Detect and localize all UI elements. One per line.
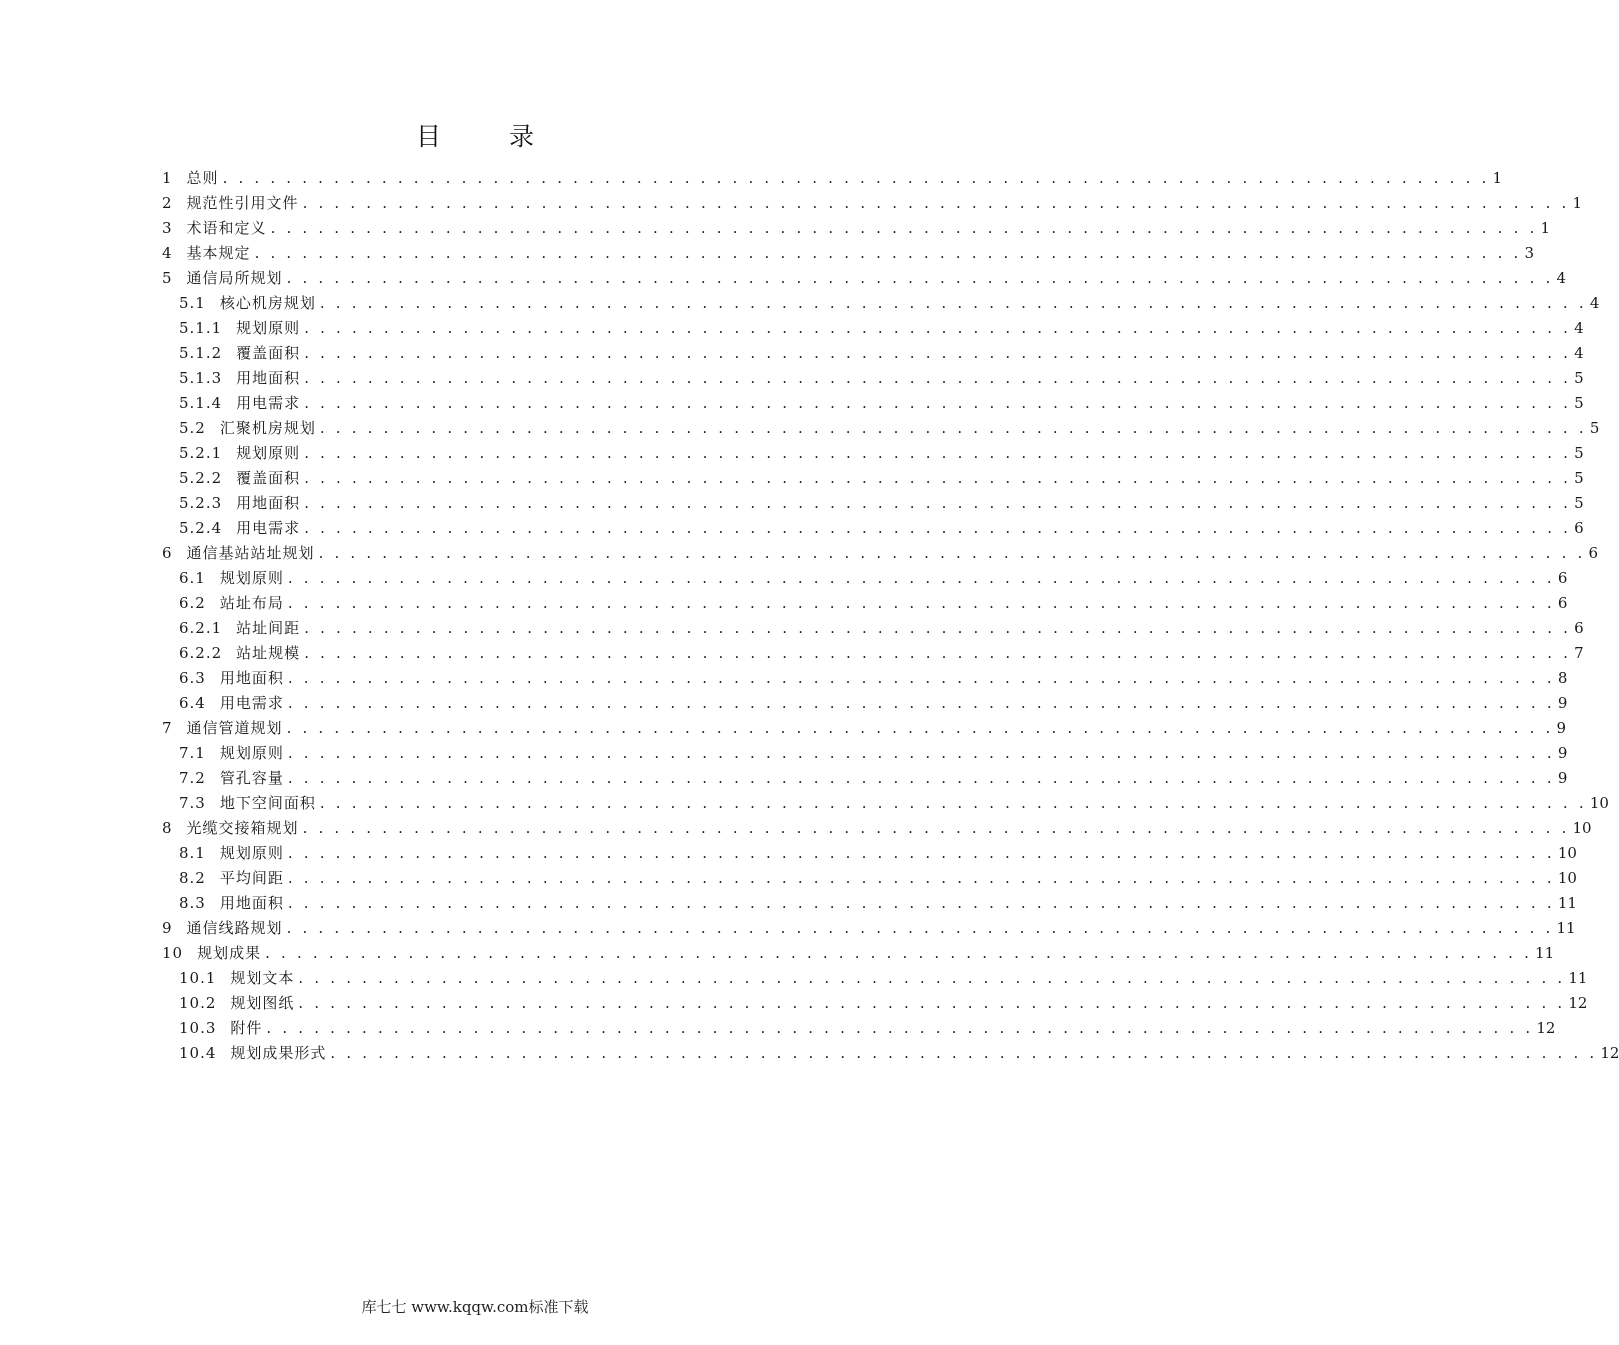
toc-leader-dots: . . . . . . . . . . . . . . . . . . . . . . . . . . . . . . . . . . . . . . . . . . . . . . . . . . . . . . . . . . . . . . . . . . . . . . . . . . . . . . . . — [286, 919, 1554, 937]
toc-entry-page: 12 — [1568, 994, 1588, 1012]
toc-entry-number: 10.3 — [179, 1019, 217, 1037]
toc-leader-dots: . . . . . . . . . . . . . . . . . . . . . . . . . . . . . . . . . . . . . . . . . . . . . . . . . . . . . . . . . . . . . . . . . . . . . . . . . . . . . . . . — [319, 294, 1587, 312]
toc-entry-label: 用电需求 — [236, 394, 301, 412]
toc-entry-label: 站址布局 — [219, 594, 284, 612]
toc-entry[interactable] — [162, 913, 1576, 938]
toc-leader-dots: . . . . . . . . . . . . . . . . . . . . . . . . . . . . . . . . . . . . . . . . . . . . . . . . . . . . . . . . . . . . . . . . . . . . . . . . . . . . . . . . — [304, 644, 1572, 662]
toc-entry[interactable] — [162, 213, 1551, 238]
toc-leader-dots: . . . . . . . . . . . . . . . . . . . . . . . . . . . . . . . . . . . . . . . . . . . . . . . . . . . . . . . . . . . . . . . . . . . . . . . . . . . . . . . . — [286, 719, 1554, 737]
toc-entry-number: 7.1 — [179, 744, 206, 762]
toc-entry[interactable] — [162, 663, 1568, 688]
toc-entry[interactable] — [162, 763, 1568, 788]
toc-entry-number: 4 — [162, 244, 173, 262]
toc-entry-number: 8.2 — [179, 869, 206, 887]
toc-entry[interactable] — [162, 588, 1568, 613]
toc-leader-dots: . . . . . . . . . . . . . . . . . . . . . . . . . . . . . . . . . . . . . . . . . . . . . . . . . . . . . . . . . . . . . . . . . . . . . . . . . . . . . . . . — [319, 419, 1587, 437]
toc-entry-label: 管孔容量 — [219, 769, 284, 787]
toc-entry-number: 6.4 — [179, 694, 206, 712]
toc-entry-number: 8.3 — [179, 894, 206, 912]
toc-entry-page: 1 — [1572, 194, 1583, 212]
toc-entry-page: 11 — [1557, 894, 1577, 912]
toc-entry-number: 8 — [162, 819, 173, 837]
toc-leader-dots: . . . . . . . . . . . . . . . . . . . . . . . . . . . . . . . . . . . . . . . . . . . . . . . . . . . . . . . . . . . . . . . . . . . . . . . . . . . . . . . . — [287, 769, 1555, 787]
page-title: 目 录 — [416, 122, 564, 151]
toc-leader-dots: . . . . . . . . . . . . . . . . . . . . . . . . . . . . . . . . . . . . . . . . . . . . . . . . . . . . . . . . . . . . . . . . . . . . . . . . . . . . . . . . — [319, 794, 1587, 812]
toc-entry-label: 规划成果 — [197, 944, 262, 962]
toc-entry-label: 通信局所规划 — [186, 269, 283, 287]
toc-entry[interactable] — [162, 1038, 1619, 1063]
toc-entry-label: 附件 — [230, 1019, 263, 1037]
toc-entry-number: 10.4 — [179, 1044, 217, 1062]
toc-leader-dots: . . . . . . . . . . . . . . . . . . . . . . . . . . . . . . . . . . . . . . . . . . . . . . . . . . . . . . . . . . . . . . . . . . . . . . . . . . . . . . . . — [222, 169, 1490, 187]
toc-entry-number: 5.1.4 — [179, 394, 223, 412]
toc-leader-dots: . . . . . . . . . . . . . . . . . . . . . . . . . . . . . . . . . . . . . . . . . . . . . . . . . . . . . . . . . . . . . . . . . . . . . . . . . . . . . . . . — [304, 369, 1572, 387]
toc-leader-dots: . . . . . . . . . . . . . . . . . . . . . . . . . . . . . . . . . . . . . . . . . . . . . . . . . . . . . . . . . . . . . . . . . . . . . . . . . . . . . . . . — [287, 669, 1555, 687]
toc-leader-dots: . . . . . . . . . . . . . . . . . . . . . . . . . . . . . . . . . . . . . . . . . . . . . . . . . . . . . . . . . . . . . . . . . . . . . . . . . . . . . . . . — [287, 894, 1555, 912]
toc-entry[interactable] — [162, 538, 1599, 563]
toc-entry[interactable] — [162, 413, 1600, 438]
toc-entry-page: 5 — [1574, 394, 1584, 412]
toc-leader-dots: . . . . . . . . . . . . . . . . . . . . . . . . . . . . . . . . . . . . . . . . . . . . . . . . . . . . . . . . . . . . . . . . . . . . . . . . . . . . . . . . — [304, 444, 1572, 462]
toc-entry[interactable] — [162, 638, 1584, 663]
toc-entry-page: 6 — [1557, 569, 1568, 587]
toc-entry-label: 规划原则 — [219, 569, 284, 587]
toc-entry-number: 5.2.1 — [179, 444, 223, 462]
toc-entry-number: 6.1 — [179, 569, 206, 587]
toc-entry-number: 5.1 — [179, 294, 206, 312]
toc-entry-number: 6.3 — [179, 669, 206, 687]
toc-leader-dots: . . . . . . . . . . . . . . . . . . . . . . . . . . . . . . . . . . . . . . . . . . . . . . . . . . . . . . . . . . . . . . . . . . . . . . . . . . . . . . . . — [287, 594, 1555, 612]
toc-leader-dots: . . . . . . . . . . . . . . . . . . . . . . . . . . . . . . . . . . . . . . . . . . . . . . . . . . . . . . . . . . . . . . . . . . . . . . . . . . . . . . . . — [304, 319, 1572, 337]
toc-entry-label: 规划原则 — [236, 444, 301, 462]
toc-leader-dots: . . . . . . . . . . . . . . . . . . . . . . . . . . . . . . . . . . . . . . . . . . . . . . . . . . . . . . . . . . . . . . . . . . . . . . . . . . . . . . . . — [298, 969, 1566, 987]
toc-entry-label: 通信管道规划 — [186, 719, 283, 737]
toc-entry-number: 10.2 — [179, 994, 217, 1012]
toc-entry-label: 光缆交接箱规划 — [186, 819, 299, 837]
toc-entry-label: 用电需求 — [219, 694, 284, 712]
toc-entry-page: 7 — [1574, 644, 1584, 662]
toc-entry-number: 7.3 — [179, 794, 206, 812]
toc-entry[interactable] — [162, 963, 1588, 988]
toc-entry-number: 6 — [162, 544, 173, 562]
toc-entry-number: 5 — [162, 269, 173, 287]
toc-entry-label: 规划图纸 — [230, 994, 295, 1012]
toc-entry-page: 3 — [1524, 244, 1535, 262]
toc-entry-number: 5.1.2 — [179, 344, 223, 362]
toc-entry[interactable] — [162, 288, 1600, 313]
toc-entry-label: 核心机房规划 — [219, 294, 316, 312]
toc-entry-number: 1 — [162, 169, 173, 187]
toc-entry-page: 5 — [1574, 369, 1584, 387]
toc-entry-label: 用地面积 — [219, 669, 284, 687]
toc-entry-page: 6 — [1574, 619, 1584, 637]
toc-entry-page: 10 — [1572, 819, 1592, 837]
toc-entry[interactable] — [162, 438, 1584, 463]
toc-leader-dots: . . . . . . . . . . . . . . . . . . . . . . . . . . . . . . . . . . . . . . . . . . . . . . . . . . . . . . . . . . . . . . . . . . . . . . . . . . . . . . . . — [302, 819, 1570, 837]
toc-leader-dots: . . . . . . . . . . . . . . . . . . . . . . . . . . . . . . . . . . . . . . . . . . . . . . . . . . . . . . . . . . . . . . . . . . . . . . . . . . . . . . . . — [287, 694, 1555, 712]
toc-entry-label: 覆盖面积 — [236, 344, 301, 362]
toc-entry-number: 8.1 — [179, 844, 206, 862]
toc-entry-page: 12 — [1536, 1019, 1556, 1037]
toc-entry[interactable] — [162, 988, 1588, 1013]
toc-entry-label: 覆盖面积 — [236, 469, 301, 487]
toc-entry-page: 5 — [1574, 469, 1584, 487]
toc-entry[interactable] — [162, 263, 1567, 288]
toc-entry-page: 9 — [1557, 769, 1568, 787]
footer-watermark: 库七七 www.kqqw.com标准下载 — [361, 1298, 589, 1316]
toc-leader-dots: . . . . . . . . . . . . . . . . . . . . . . . . . . . . . . . . . . . . . . . . . . . . . . . . . . . . . . . . . . . . . . . . . . . . . . . . . . . . . . . . — [287, 844, 1555, 862]
toc-entry-number: 10.1 — [179, 969, 217, 987]
toc-leader-dots: . . . . . . . . . . . . . . . . . . . . . . . . . . . . . . . . . . . . . . . . . . . . . . . . . . . . . . . . . . . . . . . . . . . . . . . . . . . . . . . . — [330, 1044, 1598, 1062]
toc-entry-label: 通信线路规划 — [186, 919, 283, 937]
toc-entry-page: 5 — [1574, 494, 1584, 512]
toc-leader-dots: . . . . . . . . . . . . . . . . . . . . . . . . . . . . . . . . . . . . . . . . . . . . . . . . . . . . . . . . . . . . . . . . . . . . . . . . . . . . . . . . — [270, 219, 1538, 237]
toc-entry-label: 规划原则 — [219, 844, 284, 862]
toc-entry[interactable] — [162, 738, 1568, 763]
toc-entry-page: 9 — [1557, 694, 1568, 712]
table-of-contents — [162, 163, 1619, 1063]
toc-entry[interactable] — [162, 463, 1584, 488]
toc-leader-dots: . . . . . . . . . . . . . . . . . . . . . . . . . . . . . . . . . . . . . . . . . . . . . . . . . . . . . . . . . . . . . . . . . . . . . . . . . . . . . . . . — [318, 544, 1586, 562]
toc-entry[interactable] — [162, 888, 1577, 913]
toc-leader-dots: . . . . . . . . . . . . . . . . . . . . . . . . . . . . . . . . . . . . . . . . . . . . . . . . . . . . . . . . . . . . . . . . . . . . . . . . . . . . . . . . — [302, 194, 1570, 212]
toc-entry-number: 6.2.1 — [179, 619, 223, 637]
toc-entry[interactable] — [162, 713, 1567, 738]
toc-entry-number: 6.2 — [179, 594, 206, 612]
toc-entry-page: 9 — [1556, 719, 1567, 737]
toc-leader-dots: . . . . . . . . . . . . . . . . . . . . . . . . . . . . . . . . . . . . . . . . . . . . . . . . . . . . . . . . . . . . . . . . . . . . . . . . . . . . . . . . — [287, 569, 1555, 587]
toc-entry-page: 4 — [1589, 294, 1600, 312]
toc-entry-page: 11 — [1568, 969, 1588, 987]
toc-entry-number: 3 — [162, 219, 173, 237]
toc-entry-number: 2 — [162, 194, 173, 212]
toc-entry-page: 11 — [1556, 919, 1576, 937]
toc-entry-label: 规划成果形式 — [230, 1044, 327, 1062]
toc-entry[interactable] — [162, 563, 1568, 588]
toc-entry[interactable] — [162, 388, 1584, 413]
toc-entry-number: 7.2 — [179, 769, 206, 787]
toc-entry[interactable] — [162, 688, 1568, 713]
toc-entry-page: 8 — [1557, 669, 1568, 687]
toc-entry-page: 4 — [1574, 344, 1584, 362]
toc-entry[interactable] — [162, 313, 1584, 338]
toc-entry[interactable] — [162, 813, 1592, 838]
toc-entry-number: 5.1.3 — [179, 369, 223, 387]
toc-entry-label: 站址规模 — [236, 644, 301, 662]
toc-entry[interactable] — [162, 163, 1503, 188]
toc-entry-label: 用电需求 — [236, 519, 301, 537]
toc-entry-number: 10 — [162, 944, 184, 962]
toc-entry[interactable] — [162, 513, 1584, 538]
toc-entry[interactable] — [162, 188, 1583, 213]
toc-entry-label: 规划文本 — [230, 969, 295, 987]
toc-entry-label: 平均间距 — [219, 869, 284, 887]
toc-entry[interactable] — [162, 488, 1584, 513]
toc-entry[interactable] — [162, 838, 1577, 863]
toc-entry-number: 5.2.4 — [179, 519, 223, 537]
toc-leader-dots: . . . . . . . . . . . . . . . . . . . . . . . . . . . . . . . . . . . . . . . . . . . . . . . . . . . . . . . . . . . . . . . . . . . . . . . . . . . . . . . . — [287, 744, 1555, 762]
toc-entry-number: 5.2.3 — [179, 494, 223, 512]
toc-entry-label: 地下空间面积 — [219, 794, 316, 812]
toc-leader-dots: . . . . . . . . . . . . . . . . . . . . . . . . . . . . . . . . . . . . . . . . . . . . . . . . . . . . . . . . . . . . . . . . . . . . . . . . . . . . . . . . — [304, 344, 1572, 362]
toc-entry-page: 10 — [1557, 844, 1577, 862]
toc-entry-label: 用地面积 — [236, 369, 301, 387]
toc-entry-page: 6 — [1557, 594, 1568, 612]
toc-entry[interactable] — [162, 238, 1535, 263]
toc-entry-number: 9 — [162, 919, 173, 937]
toc-entry-page: 1 — [1540, 219, 1551, 237]
toc-entry[interactable] — [162, 1013, 1556, 1038]
toc-entry-page: 1 — [1492, 169, 1503, 187]
toc-entry-page: 9 — [1557, 744, 1568, 762]
toc-entry-page: 11 — [1535, 944, 1555, 962]
toc-leader-dots: . . . . . . . . . . . . . . . . . . . . . . . . . . . . . . . . . . . . . . . . . . . . . . . . . . . . . . . . . . . . . . . . . . . . . . . . . . . . . . . . — [304, 519, 1572, 537]
toc-entry-page: 5 — [1589, 419, 1600, 437]
toc-entry-label: 规划原则 — [236, 319, 301, 337]
toc-entry-label: 规范性引用文件 — [186, 194, 299, 212]
toc-entry[interactable] — [162, 863, 1577, 888]
toc-entry-label: 用地面积 — [219, 894, 284, 912]
toc-leader-dots: . . . . . . . . . . . . . . . . . . . . . . . . . . . . . . . . . . . . . . . . . . . . . . . . . . . . . . . . . . . . . . . . . . . . . . . . . . . . . . . . — [304, 494, 1572, 512]
toc-entry-page: 12 — [1600, 1044, 1619, 1062]
toc-leader-dots: . . . . . . . . . . . . . . . . . . . . . . . . . . . . . . . . . . . . . . . . . . . . . . . . . . . . . . . . . . . . . . . . . . . . . . . . . . . . . . . . — [266, 1019, 1534, 1037]
toc-entry-number: 5.1.1 — [179, 319, 223, 337]
toc-entry-page: 5 — [1574, 444, 1584, 462]
toc-entry[interactable] — [162, 938, 1555, 963]
toc-entry-label: 站址间距 — [236, 619, 301, 637]
toc-entry-label: 汇聚机房规划 — [219, 419, 316, 437]
toc-entry-number: 6.2.2 — [179, 644, 223, 662]
toc-entry-label: 总则 — [186, 169, 219, 187]
toc-entry-page: 6 — [1574, 519, 1584, 537]
toc-entry-label: 基本规定 — [186, 244, 251, 262]
toc-entry-page: 10 — [1589, 794, 1609, 812]
toc-leader-dots: . . . . . . . . . . . . . . . . . . . . . . . . . . . . . . . . . . . . . . . . . . . . . . . . . . . . . . . . . . . . . . . . . . . . . . . . . . . . . . . . — [298, 994, 1566, 1012]
toc-leader-dots: . . . . . . . . . . . . . . . . . . . . . . . . . . . . . . . . . . . . . . . . . . . . . . . . . . . . . . . . . . . . . . . . . . . . . . . . . . . . . . . . — [287, 869, 1555, 887]
toc-entry-label: 术语和定义 — [186, 219, 267, 237]
toc-leader-dots: . . . . . . . . . . . . . . . . . . . . . . . . . . . . . . . . . . . . . . . . . . . . . . . . . . . . . . . . . . . . . . . . . . . . . . . . . . . . . . . . — [304, 394, 1572, 412]
toc-entry-page: 6 — [1588, 544, 1599, 562]
toc-leader-dots: . . . . . . . . . . . . . . . . . . . . . . . . . . . . . . . . . . . . . . . . . . . . . . . . . . . . . . . . . . . . . . . . . . . . . . . . . . . . . . . . — [304, 469, 1572, 487]
toc-entry-page: 4 — [1574, 319, 1584, 337]
toc-entry-page: 4 — [1556, 269, 1567, 287]
toc-entry-label: 用地面积 — [236, 494, 301, 512]
toc-entry[interactable] — [162, 613, 1584, 638]
toc-leader-dots: . . . . . . . . . . . . . . . . . . . . . . . . . . . . . . . . . . . . . . . . . . . . . . . . . . . . . . . . . . . . . . . . . . . . . . . . . . . . . . . . — [304, 619, 1572, 637]
toc-entry-number: 5.2.2 — [179, 469, 223, 487]
toc-entry[interactable] — [162, 788, 1609, 813]
toc-entry-number: 5.2 — [179, 419, 206, 437]
toc-leader-dots: . . . . . . . . . . . . . . . . . . . . . . . . . . . . . . . . . . . . . . . . . . . . . . . . . . . . . . . . . . . . . . . . . . . . . . . . . . . . . . . . — [286, 269, 1554, 287]
toc-entry-label: 通信基站站址规划 — [186, 544, 315, 562]
toc-entry-number: 7 — [162, 719, 173, 737]
toc-entry-page: 10 — [1557, 869, 1577, 887]
toc-entry-label: 规划原则 — [219, 744, 284, 762]
toc-leader-dots: . . . . . . . . . . . . . . . . . . . . . . . . . . . . . . . . . . . . . . . . . . . . . . . . . . . . . . . . . . . . . . . . . . . . . . . . . . . . . . . . — [254, 244, 1522, 262]
toc-entry[interactable] — [162, 363, 1584, 388]
toc-entry[interactable] — [162, 338, 1584, 363]
toc-leader-dots: . . . . . . . . . . . . . . . . . . . . . . . . . . . . . . . . . . . . . . . . . . . . . . . . . . . . . . . . . . . . . . . . . . . . . . . . . . . . . . . . — [265, 944, 1533, 962]
